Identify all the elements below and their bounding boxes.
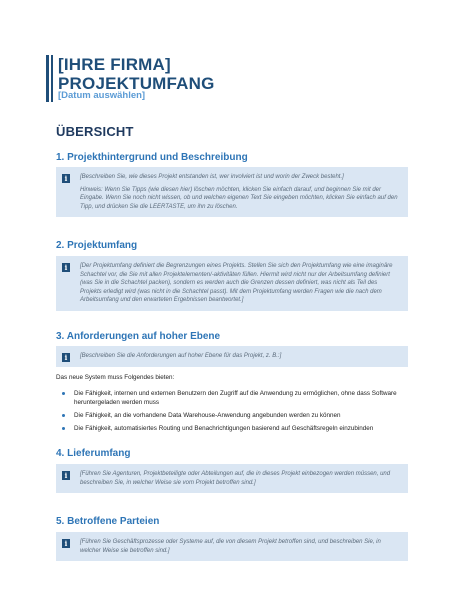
info-icon: i [62, 353, 70, 362]
info-icon: i [62, 174, 70, 183]
tip-text: [Führen Sie Geschäftsprozesse oder Systeme auf, die von diesem Projekt betroffen sind, und beschreiben Sie, in welcher Weise sie betroffen sind.] [80, 539, 381, 554]
date-picker[interactable]: [Datum auswählen] [58, 90, 146, 101]
tip-text: Hinweis: Wenn Sie Tipps (wie diesen hier) löschen möchten, klicken Sie einfach darauf, und beginnen Sie mit der Eingabe. Wenn Sie noch nicht wissen, ob und welchen eigenen Text Sie eingeben möchten, klicken Sie einfach auf den Tipp, und drücken Sie die LEERTASTE, um ihn zu löschen. [80, 186, 398, 210]
bullet-icon [62, 427, 65, 430]
tip-callout-affected-parties[interactable] [56, 532, 408, 561]
info-icon: i [62, 471, 70, 480]
accent-bar [46, 55, 49, 102]
header-titles [58, 55, 215, 93]
info-icon: i [62, 539, 70, 548]
tip-text: [Führen Sie Agenturen, Projektbeteiligte oder Abteilungen auf, die in dieses Projekt einbezogen werden müssen, und beschreiben Sie, in welcher Weise sie vom Projekt betroffen sind.] [80, 471, 391, 486]
section-heading-background: 1. Projekthintergrund und Beschreibung [56, 152, 248, 163]
section-heading-scope: 2. Projektumfang [56, 240, 138, 251]
company-name[interactable]: [IHRE FIRMA] [58, 55, 171, 74]
info-icon: i [62, 263, 70, 272]
tip-text: [Beschreiben Sie, wie dieses Projekt entstanden ist, wer involviert ist und worin der Zweck besteht.] [80, 174, 344, 180]
tip-callout-requirements[interactable] [56, 346, 408, 367]
list-item: Die Fähigkeit, an die vorhandene Data Warehouse-Anwendung angebunden werden zu können [62, 411, 408, 420]
overview-heading: ÜBERSICHT [56, 124, 134, 139]
section-heading-affected-parties: 5. Betroffene Parteien [56, 516, 160, 527]
tip-text: [Der Projektumfang definiert die Begrenzungen eines Projekts. Stellen Sie sich den Projektumfang wie eine imaginäre Schachtel vor, die Sie mit allen Projektelementen/-aktivitäten füllen. Hiermit wird nicht nur der Arbeitsumfang definiert (was Sie in die Schachtel packen), sondern es werden auch die Grenzen dessen definiert, was nicht als Teil des Projekts erledigt wird (was nicht in die Schachtel passt). Mit dem Projektumfang werden Fragen wie die nach dem Arbeitsumfang und den erwarteten Ergebnissen beantwortet.] [80, 263, 393, 303]
tip-callout-background[interactable] [56, 167, 408, 217]
bullet-icon [62, 414, 65, 417]
accent-bar [51, 55, 53, 102]
list-item: Die Fähigkeit, automatisiertes Routing und Benachrichtigungen basierend auf Geschäftsregeln einzubinden [62, 424, 408, 433]
bullet-icon [62, 392, 65, 395]
requirements-intro: Das neue System muss Folgendes bieten: [56, 374, 175, 381]
section-heading-deliverables: 4. Lieferumfang [56, 448, 131, 459]
tip-callout-scope[interactable] [56, 256, 408, 311]
tip-callout-deliverables[interactable] [56, 464, 408, 493]
header-accent-bars [46, 55, 54, 102]
list-item: Die Fähigkeit, internen und externen Benutzern den Zugriff auf die Anwendung zu ermöglichen, ohne dass Software heruntergeladen werden muss [62, 389, 408, 407]
document-title: PROJEKTUMFANG [58, 74, 215, 93]
tip-text: [Beschreiben Sie die Anforderungen auf hoher Ebene für das Projekt, z. B.:] [80, 353, 282, 359]
requirements-list [62, 389, 408, 437]
section-heading-requirements: 3. Anforderungen auf hoher Ebene [56, 331, 221, 342]
